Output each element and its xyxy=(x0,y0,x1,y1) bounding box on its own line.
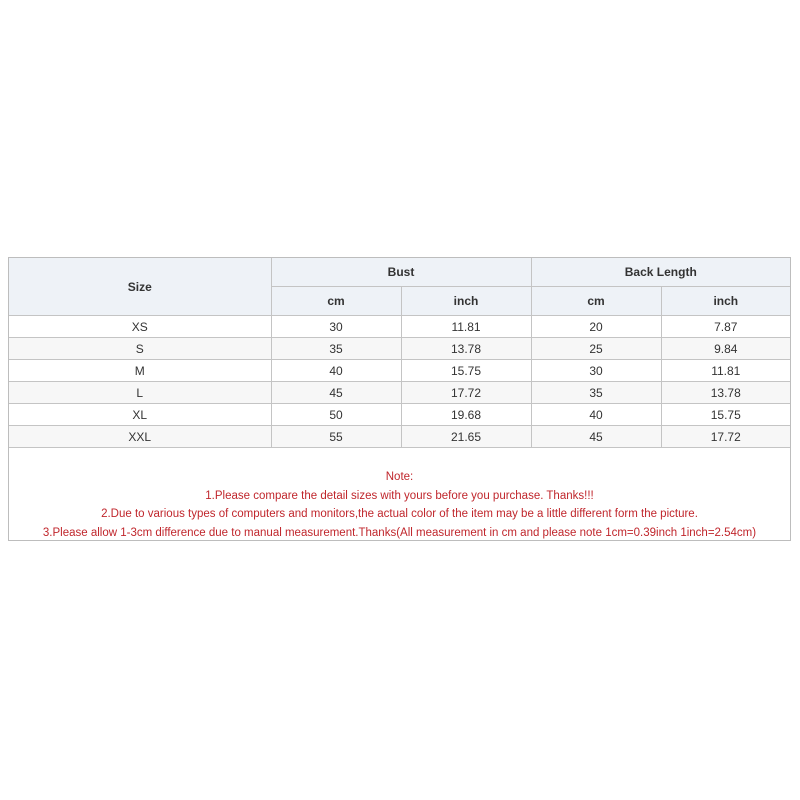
back-length-cm-cell: 25 xyxy=(531,338,661,360)
size-chart xyxy=(8,257,791,541)
bust-inch-cell: 21.65 xyxy=(401,426,531,448)
back-length-cm-cell: 45 xyxy=(531,426,661,448)
bust-inch-cell: 13.78 xyxy=(401,338,531,360)
back-length-inch-cell: 7.87 xyxy=(661,316,790,338)
note-line-1: 1.Please compare the detail sizes with yours before you purchase. Thanks!!! xyxy=(205,489,594,502)
note-title: Note: xyxy=(385,471,414,483)
bust-inch-cell: 11.81 xyxy=(401,316,531,338)
table-row xyxy=(9,382,790,404)
size-cell: S xyxy=(9,338,271,360)
size-cell: XL xyxy=(9,404,271,426)
table-row xyxy=(9,360,790,382)
size-table xyxy=(9,258,790,448)
back-length-cm-cell: 40 xyxy=(531,404,661,426)
table-row xyxy=(9,316,790,338)
back-length-inch-cell: 13.78 xyxy=(661,382,790,404)
bust-inch-cell: 15.75 xyxy=(401,360,531,382)
size-cell: XXL xyxy=(9,426,271,448)
back-length-inch-cell: 15.75 xyxy=(661,404,790,426)
bust-inch-header: inch xyxy=(401,287,531,316)
bust-cm-cell: 50 xyxy=(271,404,401,426)
bust-cm-header: cm xyxy=(271,287,401,316)
table-row xyxy=(9,338,790,360)
back-length-inch-cell: 17.72 xyxy=(661,426,790,448)
size-cell: XS xyxy=(9,316,271,338)
table-header-row xyxy=(9,258,790,287)
back-length-group-header: Back Length xyxy=(531,258,790,287)
table-row xyxy=(9,404,790,426)
bust-cm-cell: 40 xyxy=(271,360,401,382)
bust-cm-cell: 35 xyxy=(271,338,401,360)
note-line-2: 2.Due to various types of computers and monitors,the actual color of the item may be a little different form the picture. xyxy=(101,508,698,520)
note-line-3: 3.Please allow 1-3cm difference due to manual measurement.Thanks(All measurement in cm and please note 1cm=0.39inch 1inch=2.54cm) xyxy=(42,526,757,539)
back-length-cm-cell: 30 xyxy=(531,360,661,382)
bust-group-header: Bust xyxy=(271,258,531,287)
table-row xyxy=(9,426,790,448)
size-cell: M xyxy=(9,360,271,382)
size-cell: L xyxy=(9,382,271,404)
back-length-cm-cell: 20 xyxy=(531,316,661,338)
notes-section xyxy=(9,468,790,542)
back-length-inch-header: inch xyxy=(661,287,790,316)
back-length-inch-cell: 11.81 xyxy=(661,360,790,382)
bust-cm-cell: 55 xyxy=(271,426,401,448)
size-column-header: Size xyxy=(9,258,271,316)
bust-cm-cell: 45 xyxy=(271,382,401,404)
back-length-cm-header: cm xyxy=(531,287,661,316)
bust-inch-cell: 19.68 xyxy=(401,404,531,426)
back-length-inch-cell: 9.84 xyxy=(661,338,790,360)
bust-cm-cell: 30 xyxy=(271,316,401,338)
back-length-cm-cell: 35 xyxy=(531,382,661,404)
bust-inch-cell: 17.72 xyxy=(401,382,531,404)
